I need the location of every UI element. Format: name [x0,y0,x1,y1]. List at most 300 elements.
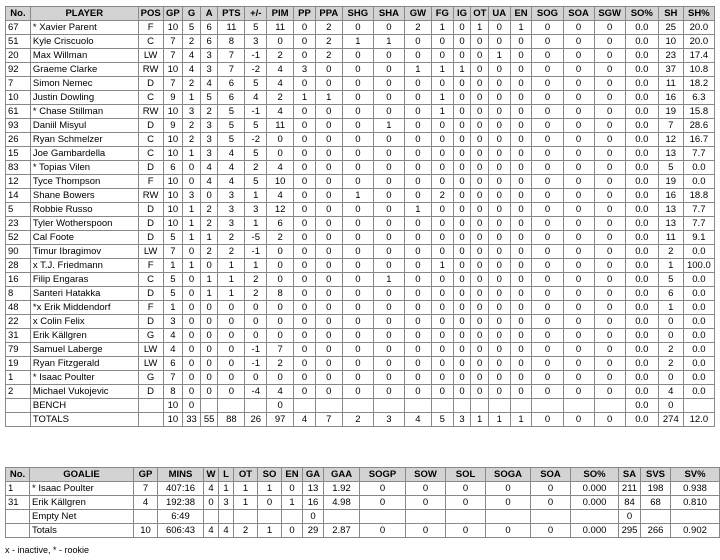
goalie-cell: 2.87 [324,524,360,538]
skater-cell: 0 [431,161,453,175]
skater-cell: 0 [471,147,489,161]
skater-cell: 83 [6,161,31,175]
skater-cell: 0 [532,385,563,399]
skater-cell: 0 [532,329,563,343]
skater-cell: Erik Källgren [30,329,138,343]
skater-cell: 0 [315,133,342,147]
skater-cell: 4 [183,49,201,63]
skater-cell: 15 [6,147,31,161]
skater-cell: 16 [6,273,31,287]
skater-cell: 4 [218,175,245,189]
skater-cell: 0 [471,189,489,203]
skater-header-ig: IG [453,7,471,21]
skater-cell: 11 [658,77,683,91]
skater-cell: 0 [510,357,532,371]
skater-cell: 0 [404,133,431,147]
skater-cell: 3 [453,413,471,427]
skater-cell: 13 [658,217,683,231]
skater-cell: 4 [404,413,431,427]
skater-header-gw: GW [404,7,431,21]
skater-cell: 0 [294,147,316,161]
skater-cell: 0 [431,133,453,147]
skater-cell: 0 [373,329,404,343]
skater-cell: 0 [315,273,342,287]
skater-cell: 0 [342,343,373,357]
skater-cell: * Isaac Poulter [30,371,138,385]
skater-cell: 10 [658,35,683,49]
skater-cell: C [138,35,163,49]
skater-cell: 0.0 [625,315,658,329]
skater-cell: 2 [267,231,294,245]
skater-cell [563,399,594,413]
skater-row [6,259,715,273]
goalie-cell: 13 [303,482,324,496]
goalie-cell: 0 [360,524,406,538]
skater-cell: 0 [453,161,471,175]
skater-row [6,343,715,357]
goalie-cell [204,510,219,524]
skater-cell: 0.0 [625,91,658,105]
skater-cell: 0 [471,231,489,245]
skater-cell: 0 [431,203,453,217]
skater-row [6,189,715,203]
skater-cell: 0 [453,49,471,63]
skater-cell: 0 [453,175,471,189]
skater-cell: * Xavier Parent [30,21,138,35]
skater-cell: 22 [6,315,31,329]
skater-cell [6,413,31,427]
skater-cell: 0 [510,259,532,273]
skater-cell: Santeri Hatakka [30,287,138,301]
skater-cell: 10 [163,63,183,77]
skater-cell: 0 [267,35,294,49]
skater-cell: 0 [453,385,471,399]
goalie-cell [234,510,258,524]
skater-cell: 0 [294,161,316,175]
skater-cell: 0 [488,301,510,315]
skater-cell: 1 [183,259,201,273]
skater-cell: 0 [563,273,594,287]
skater-cell: 9 [163,119,183,133]
skater-cell: 10 [163,147,183,161]
skater-cell: 0 [488,217,510,231]
goalie-cell: 1 [234,482,258,496]
skater-cell: Justin Dowling [30,91,138,105]
skater-cell: 0 [373,385,404,399]
skater-row [6,203,715,217]
skater-cell: F [138,21,163,35]
skater-cell: 0 [563,287,594,301]
skater-cell: Samuel Laberge [30,343,138,357]
skater-row [6,161,715,175]
goalie-cell: 0 [486,482,531,496]
skater-cell: 0 [510,91,532,105]
skater-cell: 0.0 [625,217,658,231]
goalie-cell: 0 [446,524,486,538]
skater-cell: 1 [453,63,471,77]
goalie-cell [219,510,234,524]
skater-cell: 0 [183,399,201,413]
skater-cell: 0.0 [625,35,658,49]
skater-cell: 14 [6,189,31,203]
skater-row [6,49,715,63]
skater-cell: 0.0 [625,231,658,245]
goalie-cell: 0.810 [671,496,720,510]
skater-cell: 0 [431,385,453,399]
skater-cell: 0 [594,49,625,63]
skater-row [6,35,715,49]
skater-header-pos: POS [138,7,163,21]
skater-cell: D [138,77,163,91]
skater-cell: 0 [373,49,404,63]
skater-cell: 0 [563,35,594,49]
skater-cell: -1 [245,105,267,119]
skater-cell: 0 [532,49,563,63]
skater-cell: 10 [163,133,183,147]
skater-cell: 3 [373,413,404,427]
skater-cell: 0 [563,49,594,63]
skater-cell: 4 [245,91,267,105]
skater-cell: 2 [658,357,683,371]
skater-cell: 2 [183,35,201,49]
skater-cell: 0 [453,119,471,133]
skater-cell: F [138,259,163,273]
skater-cell: 0 [563,133,594,147]
skater-cell: 0 [471,343,489,357]
skater-cell: 0 [404,217,431,231]
skater-cell: * Topias Vilen [30,161,138,175]
skater-cell: 0 [532,63,563,77]
skater-cell: 0 [563,147,594,161]
skater-cell: 20 [6,49,31,63]
skater-cell: 0 [342,175,373,189]
skater-cell: 0 [404,35,431,49]
skater-cell: 0 [404,329,431,343]
skater-cell: 88 [218,413,245,427]
skater-cell: RW [138,63,163,77]
skater-cell: 0 [373,231,404,245]
skater-cell: 0 [532,287,563,301]
skater-cell: 0 [404,259,431,273]
goalie-cell: 0 [446,482,486,496]
skater-cell: 0 [342,357,373,371]
skater-cell: 0 [510,203,532,217]
skater-cell: 0 [373,217,404,231]
skater-cell: 0 [532,245,563,259]
skater-cell: 25 [658,21,683,35]
skater-header-soa: SOA [563,7,594,21]
goalie-cell: 0 [486,496,531,510]
skater-cell: 0 [488,287,510,301]
skater-cell: 4 [658,385,683,399]
skater-cell: 1 [218,287,245,301]
goalie-row [6,524,720,538]
skater-cell: 0 [315,119,342,133]
skater-cell: 0 [594,77,625,91]
goalie-header-ot: OT [234,468,258,482]
skater-cell: 0.0 [625,203,658,217]
skater-cell: 0 [594,91,625,105]
skater-cell: 0 [594,371,625,385]
skater-header-no: No. [6,7,31,21]
skater-cell: 0 [294,371,316,385]
goalie-cell: 0 [360,496,406,510]
skater-cell: 0 [404,301,431,315]
skater-cell: 11 [267,21,294,35]
skater-row [6,315,715,329]
skater-cell: 3 [200,49,218,63]
skater-cell: 0 [563,63,594,77]
skater-cell: 0 [183,343,201,357]
skater-cell: 1 [431,259,453,273]
skater-cell: D [138,119,163,133]
goalie-cell: 1.92 [324,482,360,496]
skater-cell: 0 [453,371,471,385]
skater-cell: 0 [404,245,431,259]
skater-cell: 0 [373,133,404,147]
skater-cell: D [138,203,163,217]
skater-cell: 0 [510,245,532,259]
skater-cell: 0 [342,49,373,63]
skater-cell: 2 [315,49,342,63]
skater-cell: 0 [471,357,489,371]
skater-cell: 0.0 [625,371,658,385]
skater-row [6,77,715,91]
skater-cell: 93 [6,119,31,133]
goalie-header-sa: SA [619,468,641,482]
skater-cell: 0 [431,77,453,91]
skater-cell: 0 [431,357,453,371]
skater-cell: 5 [218,133,245,147]
skater-cell: 1 [658,301,683,315]
skater-cell: x Colin Felix [30,315,138,329]
skater-cell: 0 [563,175,594,189]
skater-cell: 0.0 [625,161,658,175]
skater-cell: 6 [200,21,218,35]
skater-cell: 0 [453,287,471,301]
skater-cell: 0 [315,217,342,231]
skater-cell: 0 [373,175,404,189]
skater-cell: 0 [658,399,683,413]
skater-cell: 2 [200,105,218,119]
skater-cell: 0 [200,357,218,371]
skater-cell: 0 [342,301,373,315]
skater-cell: 0 [431,245,453,259]
goalie-cell: 0 [406,524,446,538]
skater-cell: 0 [183,357,201,371]
skater-cell: C [138,91,163,105]
skater-cell: 5 [163,273,183,287]
skater-header-pts: PTS [218,7,245,21]
skater-cell: 5 [200,91,218,105]
goalie-cell [641,510,671,524]
skater-cell: 0 [315,63,342,77]
skater-cell: 0 [183,385,201,399]
goalie-cell: 0 [406,482,446,496]
skater-cell: 0 [563,245,594,259]
skater-cell: 0 [200,315,218,329]
skater-cell: 3 [200,63,218,77]
skater-cell: 0 [532,35,563,49]
skater-cell: -4 [245,385,267,399]
skater-cell: 7 [315,413,342,427]
skater-cell: 2 [218,231,245,245]
skater-cell: 5 [163,287,183,301]
goalie-cell: 0 [531,524,571,538]
skater-cell: 0 [342,77,373,91]
skater-row [6,217,715,231]
skater-header-ot: OT [471,7,489,21]
skater-cell: 6 [163,357,183,371]
skater-cell: 0 [315,77,342,91]
skater-cell: 0 [471,203,489,217]
skater-cell: 1 [431,21,453,35]
goalie-cell [531,510,571,524]
skater-header-gp: GP [163,7,183,21]
skater-header-shg: SHG [342,7,373,21]
skater-cell: 2 [183,119,201,133]
skater-row [6,301,715,315]
skater-cell: 0 [294,315,316,329]
skater-cell: 0 [532,105,563,119]
skater-cell: 0 [471,245,489,259]
skater-cell: Ryan Schmelzer [30,133,138,147]
skater-cell: 0.0 [683,329,714,343]
skater-cell: 0 [594,63,625,77]
skater-cell: 0 [488,203,510,217]
skater-cell: 0 [267,315,294,329]
skater-header-g: G [183,7,201,21]
skater-cell: 0 [315,343,342,357]
goalie-cell: 84 [619,496,641,510]
skater-cell: 0 [510,133,532,147]
skater-cell: 0 [563,231,594,245]
skater-cell: 0 [315,231,342,245]
skater-cell: 7 [163,371,183,385]
skater-cell: 0 [532,273,563,287]
skater-cell: 0 [510,161,532,175]
skater-cell: 0 [488,189,510,203]
skater-cell: 1 [200,273,218,287]
goalie-header-l: L [219,468,234,482]
skater-cell: 3 [245,35,267,49]
skater-cell: 0.0 [683,175,714,189]
skater-cell: 1 [183,147,201,161]
skater-cell: 0 [373,259,404,273]
skater-cell: 0 [373,343,404,357]
skater-cell: 0 [510,231,532,245]
skater-header-pp: PP [294,7,316,21]
goalie-cell: 1 [258,482,282,496]
skater-cell: 0 [471,175,489,189]
skater-cell: 0 [532,371,563,385]
goalie-row [6,496,720,510]
skater-cell: 0 [453,91,471,105]
goalie-header-sopct: SO% [571,468,619,482]
skater-cell: 52 [6,231,31,245]
skater-cell: 10 [163,203,183,217]
goalie-cell [360,510,406,524]
skater-cell: 0 [315,357,342,371]
goalie-row [6,482,720,496]
skater-cell: 0 [453,21,471,35]
skater-cell: 0 [315,371,342,385]
skater-cell: 0 [594,203,625,217]
skater-cell: 6 [218,91,245,105]
goalie-cell [671,510,720,524]
skater-cell: 90 [6,245,31,259]
skater-cell: 2 [183,77,201,91]
skater-cell: 0 [404,119,431,133]
skater-cell: F [138,301,163,315]
skater-cell: 1 [163,301,183,315]
skater-cell: 0 [342,203,373,217]
skater-cell: 0 [532,413,563,427]
skater-cell: 2 [218,245,245,259]
skater-cell: 3 [245,203,267,217]
skater-cell [245,399,267,413]
goalie-header-no: No. [6,468,30,482]
skater-cell: 0 [488,77,510,91]
skater-cell: 0.0 [625,273,658,287]
goalie-cell: 192:38 [158,496,204,510]
skater-cell: 0 [532,91,563,105]
goalie-cell: 0.000 [571,496,619,510]
skater-cell: 0 [200,301,218,315]
skater-cell: 10 [163,413,183,427]
skater-cell: 0 [315,287,342,301]
skater-cell: 0 [200,189,218,203]
skater-cell: 0 [373,161,404,175]
skater-cell: 7 [267,343,294,357]
skater-cell: 19 [6,357,31,371]
skater-cell: 0 [532,119,563,133]
skater-cell: 0 [471,217,489,231]
skater-cell: Tyler Wotherspoon [30,217,138,231]
goalie-cell: 4 [134,496,158,510]
skater-cell: 0 [294,105,316,119]
skater-cell: -2 [245,63,267,77]
skater-cell: 0 [488,133,510,147]
skater-cell: 0 [315,147,342,161]
skater-cell: 1 [218,273,245,287]
skater-cell: 10 [163,175,183,189]
skater-cell [138,399,163,413]
skater-cell: 0 [453,133,471,147]
skater-cell: 6 [163,161,183,175]
skater-cell: 0.0 [625,245,658,259]
goalie-header-sogp: SOGP [360,468,406,482]
skater-cell: 1 [431,91,453,105]
skater-row [6,399,715,413]
skater-cell [315,399,342,413]
skater-cell: 0.0 [625,49,658,63]
skater-cell: 0 [342,147,373,161]
skater-cell: 2 [200,203,218,217]
skater-cell: 0 [563,385,594,399]
skater-cell: 1 [6,371,31,385]
skater-cell: 0 [373,315,404,329]
skater-cell: 6 [658,287,683,301]
skater-cell: 0 [594,413,625,427]
goalie-cell: 3 [219,496,234,510]
skater-cell: 1 [183,91,201,105]
goalie-cell [571,510,619,524]
skater-cell: 6 [200,35,218,49]
skater-cell: D [138,385,163,399]
skater-header-shpct: SH% [683,7,714,21]
skater-cell: 19 [658,175,683,189]
